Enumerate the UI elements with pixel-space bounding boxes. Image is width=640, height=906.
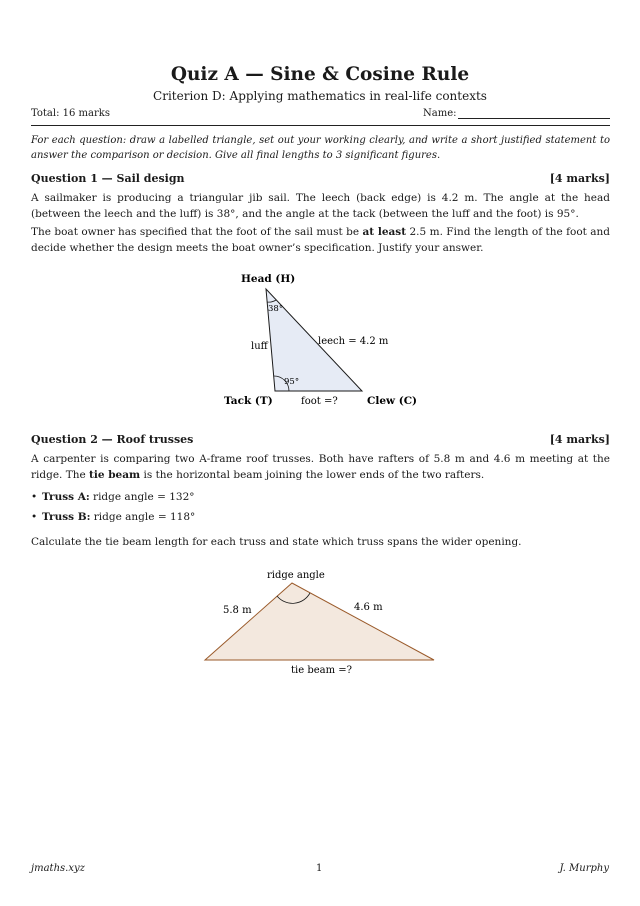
head-label: Head (H): [241, 273, 296, 285]
truss-diagram: [195, 562, 445, 680]
q1-p2-text-c: 2.5 m: [406, 226, 440, 238]
header-divider: [31, 125, 610, 126]
q1-p2-text-a: The boat owner has specified that the foot of the sail must be: [31, 226, 363, 238]
truss-b-label: Truss B:: [42, 511, 91, 523]
footer-page-number: 1: [316, 863, 323, 874]
q2-bullet-truss-b: [31, 511, 195, 523]
truss-b-text: ridge angle = 118°: [90, 511, 196, 523]
name-field[interactable]: [458, 118, 610, 119]
truss-triangle: [205, 583, 434, 660]
bullet-dot: •: [31, 491, 38, 503]
footer-author: J. Murphy: [559, 863, 609, 874]
page-subtitle: Criterion D: Applying mathematics in real-life contexts: [153, 89, 487, 103]
left-rafter-label: 5.8 m: [223, 605, 252, 616]
q2-paragraph-2: Calculate the tie beam length for each truss and state which truss spans the wider opening.: [31, 536, 522, 548]
total-marks: Total: 16 marks: [31, 108, 110, 119]
foot-label: foot =?: [301, 396, 338, 407]
q2-bullet-truss-a: [31, 491, 195, 503]
q1-heading: Question 1 — Sail design: [31, 172, 185, 185]
q1-paragraph-2: [31, 224, 610, 256]
q1-p2-text-d: . Find the length of the foot and decide whether the design meets the boat owner’s specification. Justify your answer.: [31, 226, 611, 254]
ridge-label: ridge angle: [267, 570, 325, 581]
q1-marks: [4 marks]: [549, 172, 610, 185]
truss-a-label: Truss A:: [42, 491, 90, 503]
q2-p1-emphasis: tie beam: [89, 469, 141, 481]
leech-label: leech = 4.2 m: [318, 336, 389, 347]
tie-beam-label: tie beam =?: [291, 665, 352, 676]
truss-a-text: ridge angle = 132°: [89, 491, 195, 503]
page-title: Quiz A — Sine & Cosine Rule: [170, 64, 470, 85]
bullet-dot: •: [31, 511, 38, 523]
q1-p2-emphasis: at least: [362, 226, 407, 238]
luff-label: luff: [251, 341, 268, 352]
right-rafter-label: 4.6 m: [354, 602, 383, 613]
head-angle-label: 38°: [268, 304, 284, 314]
footer-site: jmaths.xyz: [31, 863, 85, 874]
q1-heading-row: [31, 172, 610, 185]
q2-heading: Question 2 — Roof trusses: [31, 433, 194, 446]
q2-heading-row: [31, 433, 610, 446]
tack-label: Tack (T): [224, 395, 273, 407]
q2-paragraph-1: [31, 451, 610, 483]
tack-angle-label: 95°: [284, 377, 300, 387]
q2-marks: [4 marks]: [549, 433, 610, 446]
clew-label: Clew (C): [367, 395, 418, 407]
sail-diagram: [200, 262, 440, 412]
instructions: For each question: draw a labelled triangle, set out your working clearly, and write a short justified statement to answer the comparison or decision. Give all final lengths to 3 significant figures.: [31, 135, 610, 161]
q1-paragraph-1: A sailmaker is producing a triangular jib sail. The leech (back edge) is 4.2 m. The angle at the head (between the leech and the luff) is 38°, and the angle at the tack (between the luff and the foot) is 95°.: [31, 192, 610, 220]
q2-p1-text-a: A carpenter is comparing two A-frame roof trusses. Both have rafters of 5.8 m and 4.6 m meeting at the ridge. The: [31, 453, 610, 481]
q2-p1-text-c: is the horizontal beam joining the lower ends of the two rafters.: [140, 469, 485, 481]
name-label: Name:: [423, 108, 457, 119]
